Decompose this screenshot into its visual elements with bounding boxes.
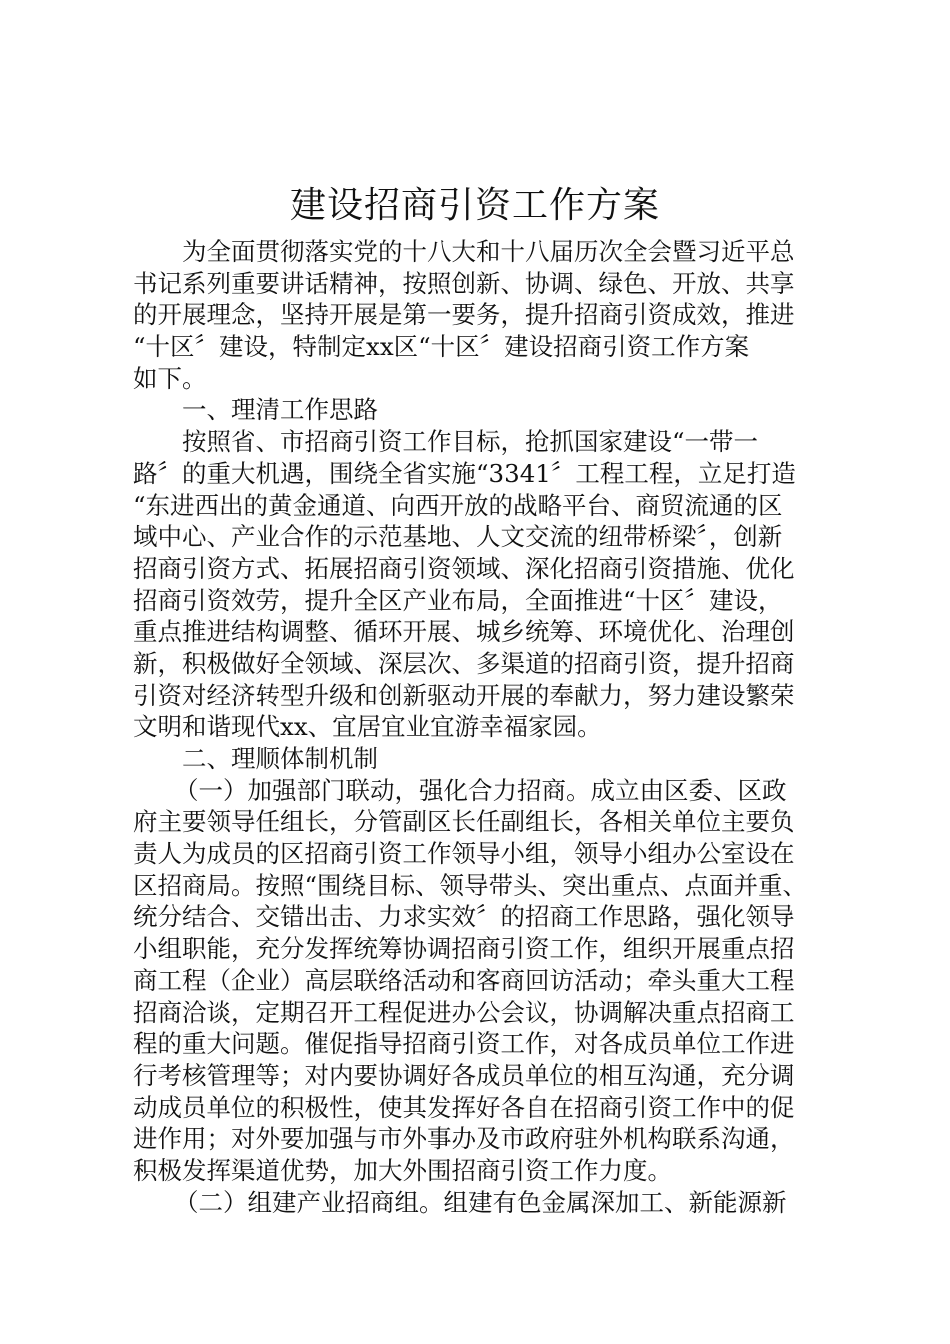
paragraph-line: 行考核管理等；对内要协调好各成员单位的相互沟通，充分调 bbox=[133, 1060, 795, 1090]
paragraph-line: 积极发挥渠道优势，加大外围招商引资工作力度。 bbox=[133, 1155, 672, 1185]
paragraph-line: 小组职能，充分发挥统筹协调招商引资工作，组织开展重点招 bbox=[133, 934, 795, 964]
paragraph-line: 招商洽谈，定期召开工程促进办公会议，协调解决重点招商工 bbox=[133, 997, 795, 1027]
paragraph-line: 统分结合、交错出击、力求实效〞的招商工作思路，强化领导 bbox=[133, 902, 795, 932]
paragraph-line: “东进西出的黄金通道、向西开放的战略平台、商贸流通的区 bbox=[133, 490, 783, 520]
document-title: 建设招商引资工作方案 bbox=[289, 185, 660, 226]
document-body bbox=[133, 236, 843, 1218]
paragraph-line: 重点推进结构调整、循环开展、城乡统筹、环境优化、治理创 bbox=[133, 617, 795, 647]
paragraph-line: 文明和谐现代xx、宜居宜业宜游幸福家园。 bbox=[133, 712, 602, 742]
paragraph-line: 新，积极做好全领域、深层次、多渠道的招商引资，提升招商 bbox=[133, 648, 795, 678]
paragraph-line: （一）加强部门联动，强化合力招商。成立由区委、区政 bbox=[174, 775, 787, 805]
paragraph-line: 引资对经济转型升级和创新驱动开展的奉献力，努力建设繁荣 bbox=[133, 680, 795, 710]
section-heading: 一、理清工作思路 bbox=[182, 395, 378, 425]
paragraph-line: 的开展理念，坚持开展是第一要务，提升招商引资成效，推进 bbox=[133, 300, 795, 330]
paragraph-line: 按照省、市招商引资工作目标，抢抓国家建设“一带一 bbox=[182, 427, 759, 457]
paragraph-line: “十区〞建设，特制定xx区“十区〞建设招商引资工作方案 bbox=[133, 332, 750, 362]
paragraph-line: 招商引资方式、拓展招商引资领域、深化招商引资措施、优化 bbox=[133, 553, 795, 583]
section-heading: 二、理顺体制机制 bbox=[182, 744, 378, 773]
paragraph-line: 路〞的重大机遇，围绕全省实施“3341〞工程工程，立足打造 bbox=[133, 458, 796, 488]
paragraph-line: 书记系列重要讲话精神，按照创新、协调、绿色、开放、共享 bbox=[133, 268, 795, 298]
paragraph-line: 程的重大问题。催促指导招商引资工作，对各成员单位工作进 bbox=[133, 1029, 795, 1059]
paragraph-line: 商工程（企业）高层联络活动和客商回访活动；牵头重大工程 bbox=[133, 965, 795, 995]
paragraph-line: （二）组建产业招商组。组建有色金属深加工、新能源新 bbox=[174, 1187, 787, 1217]
paragraph-line: 为全面贯彻落实党的十八大和十八届历次全会暨习近平总 bbox=[182, 237, 795, 266]
paragraph-line: 动成员单位的积极性，使其发挥好各自在招商引资工作中的促 bbox=[133, 1092, 795, 1122]
paragraph-line: 区招商局。按照“围绕目标、领导带头、突出重点、点面并重、 bbox=[133, 870, 808, 900]
paragraph-line: 如下。 bbox=[133, 363, 207, 393]
paragraph-line: 域中心、产业合作的示范基地、人文交流的纽带桥梁〞，创新 bbox=[133, 522, 783, 552]
paragraph-line: 府主要领导任组长，分管副区长任副组长，各相关单位主要负 bbox=[133, 807, 795, 837]
paragraph-line: 进作用；对外要加强与市外事办及市政府驻外机构联系沟通， bbox=[133, 1124, 795, 1154]
paragraph-line: 责人为成员的区招商引资工作领导小组，领导小组办公室设在 bbox=[133, 839, 795, 869]
paragraph-line: 招商引资效劳，提升全区产业布局，全面推进“十区〞建设， bbox=[133, 585, 783, 615]
